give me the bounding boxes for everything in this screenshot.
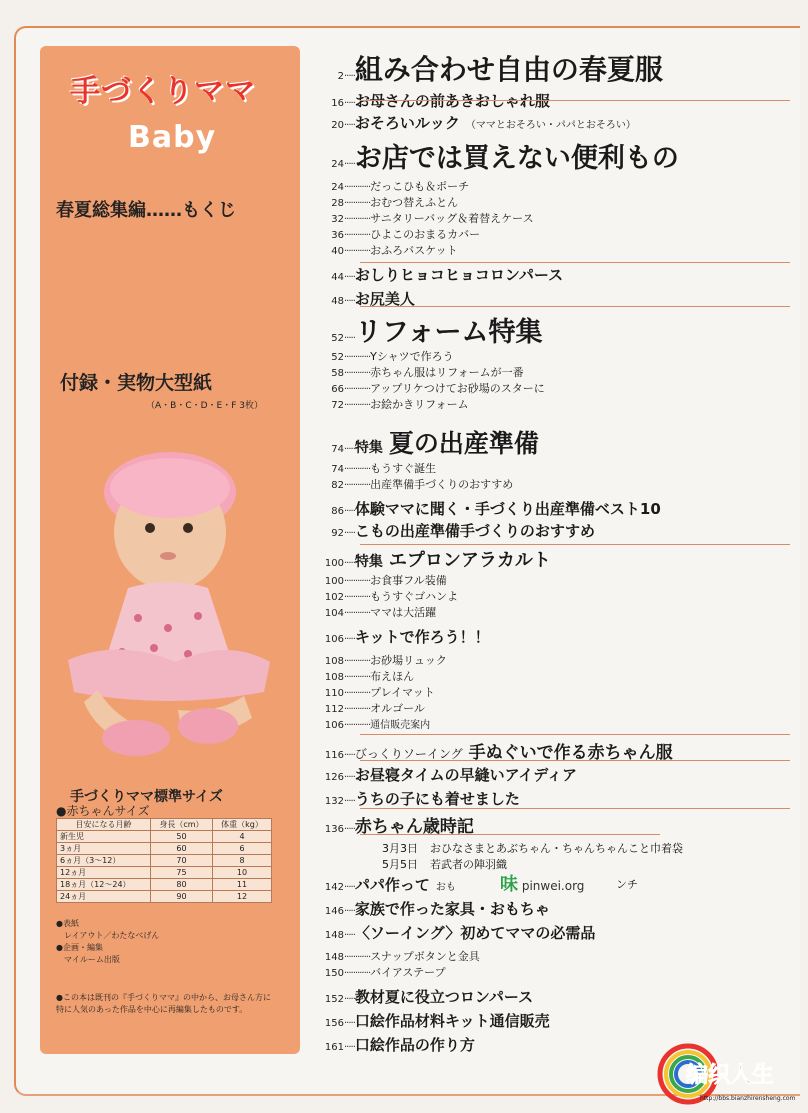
size-header-age: 目安になる月齢 <box>57 819 151 831</box>
watermark-mark: 味 <box>500 874 518 895</box>
toc-entry-prefix: 特集 <box>354 440 383 456</box>
size-table-cell: 80 <box>150 879 212 891</box>
magazine-subtitle: Baby <box>128 120 217 155</box>
toc-leader-dots: ····· <box>344 506 355 517</box>
size-table-cell: 12ヵ月 <box>57 867 151 879</box>
toc-leader-dots: ············ <box>344 688 371 699</box>
toc-leader-dots: ····· <box>344 994 355 1005</box>
toc-entry[interactable] <box>320 396 469 412</box>
toc-leader-dots: ············ <box>344 352 371 363</box>
toc-entry-title: 布えほん <box>370 670 415 683</box>
toc-leader-dots: ····· <box>344 444 355 455</box>
toc-page-number: 108 <box>324 672 344 683</box>
toc-page-number: 110 <box>324 688 344 699</box>
toc-page-number: 74 <box>331 464 344 475</box>
baby-photo <box>58 448 278 768</box>
toc-leader-dots: ············ <box>344 480 371 491</box>
toc-leader-dots: ············ <box>344 704 371 715</box>
magazine-title: 手づくりママ <box>70 74 256 109</box>
saijiki-text: おひなさまとあぶちゃん・ちゃんちゃんこと巾着袋 <box>430 842 683 855</box>
toc-page-number: 82 <box>331 480 344 491</box>
toc-entry-title: スナップボタンと金具 <box>370 950 480 963</box>
toc-entry[interactable] <box>320 546 551 572</box>
toc-leader-dots: ····· <box>344 824 355 835</box>
toc-entry[interactable] <box>320 424 539 460</box>
credit-line: レイアウト／わたなべげん <box>56 931 160 940</box>
toc-entry-title: 組み合わせ自由の春夏服 <box>354 53 663 86</box>
toc-leader-dots: ····· <box>344 882 355 893</box>
toc-entry[interactable] <box>320 652 447 668</box>
toc-page-number: 136 <box>324 824 344 835</box>
toc-page-number: 150 <box>324 968 344 979</box>
toc-page-number: 146 <box>324 906 344 917</box>
toc-leader-dots: ····· <box>344 750 355 761</box>
toc-entry[interactable] <box>320 572 447 588</box>
toc-entry[interactable] <box>320 226 480 242</box>
toc-entry[interactable] <box>320 668 414 684</box>
size-table-cell: 70 <box>150 855 212 867</box>
toc-page-number: 102 <box>324 592 344 603</box>
toc-entry[interactable] <box>320 310 543 349</box>
toc-entry[interactable] <box>320 626 490 647</box>
size-table-cell: 75 <box>150 867 212 879</box>
toc-entry-title: Yシャツで作ろう <box>370 350 454 363</box>
toc-entry-title: お昼寝タイムの早縫いアイディア <box>354 766 578 784</box>
toc-page-number: 92 <box>331 528 344 539</box>
toc-page-number: 148 <box>324 930 344 941</box>
size-table-cell: 6ヵ月（3〜12） <box>57 855 151 867</box>
toc-page-number: 86 <box>331 506 344 517</box>
size-table-cell: 90 <box>150 891 212 903</box>
toc-leader-dots: ············ <box>344 214 371 225</box>
size-table-row <box>57 867 272 879</box>
toc-page-number: 44 <box>331 272 344 283</box>
size-table-cell: 8 <box>212 855 271 867</box>
toc-entry-title: お母さんの前あきおしゃれ服 <box>354 92 550 110</box>
toc-page-number: 16 <box>331 98 344 109</box>
toc-entry[interactable] <box>320 1010 550 1031</box>
toc-leader-dots: ············ <box>344 576 371 587</box>
size-header-weight: 体重（kg） <box>212 819 271 831</box>
toc-entry-title: お絵かきリフォーム <box>370 398 469 411</box>
toc-leader-dots: ············ <box>344 368 371 379</box>
size-table-row <box>57 891 272 903</box>
size-table-cell: 3ヵ月 <box>57 843 151 855</box>
toc-page-number: 20 <box>331 120 344 131</box>
toc-entry-title: おふろバスケット <box>370 244 458 257</box>
watermark-url: pinwei.org <box>521 879 585 893</box>
toc-page-number: 152 <box>324 994 344 1005</box>
toc-heading: 春夏総集編……もくじ <box>56 200 236 221</box>
toc-separator <box>360 808 790 809</box>
toc-leader-dots: ····· <box>344 558 355 569</box>
toc-leader-dots: ············ <box>344 182 371 193</box>
toc-entry-title: サニタリーバッグ＆着替えケース <box>370 212 534 225</box>
toc-entry-note: （ママとおそろい・パパとおそろい） <box>465 120 636 131</box>
size-table-subtitle: ●赤ちゃんサイズ <box>56 804 150 818</box>
toc-entry-title: 赤ちゃん服はリフォームが一番 <box>370 366 524 379</box>
toc-page-number: 156 <box>324 1018 344 1029</box>
site-logo-url: http://bbs.bianzhirensheng.com <box>700 1095 796 1102</box>
size-table <box>56 818 272 903</box>
site-logo-text: 编织人生 <box>686 1063 775 1088</box>
toc-page-number: 108 <box>324 656 344 667</box>
toc-leader-dots: ····· <box>344 333 355 344</box>
site-logo <box>656 1040 796 1106</box>
toc-entry-title: ひよこのおまるカバー <box>370 228 481 241</box>
saijiki-text: 若武者の陣羽織 <box>430 858 507 871</box>
toc-entry[interactable] <box>320 986 533 1007</box>
toc-leader-dots: ····· <box>344 98 355 109</box>
toc-leader-dots: ············ <box>344 384 371 395</box>
toc-page-number: 126 <box>324 772 344 783</box>
size-table-row <box>57 843 272 855</box>
toc-entry[interactable] <box>320 874 456 895</box>
toc-entry-title: 赤ちゃん歳時記 <box>354 817 474 837</box>
toc-page-number: 116 <box>324 750 344 761</box>
toc-entry[interactable] <box>320 964 446 980</box>
size-header-height: 身長（cm） <box>150 819 212 831</box>
size-table-cell: 12 <box>212 891 271 903</box>
toc-entry-title: パパ作って <box>354 876 430 894</box>
toc-entry-title: 出産準備手づくりのおすすめ <box>370 478 514 491</box>
toc-page-number: 40 <box>331 246 344 257</box>
toc-page-number: 148 <box>324 952 344 963</box>
supplement-heading: 付録・実物大型紙 <box>60 372 213 394</box>
toc-entry-title: 〈ソーイング〉初めてママの必需品 <box>354 924 596 942</box>
toc-entry-title: 夏の出産準備 <box>388 429 539 458</box>
size-table-cell: 50 <box>150 831 212 843</box>
toc-separator <box>360 262 790 263</box>
supplement-note: （A・B・C・D・E・F 3枚） <box>146 401 263 411</box>
toc-entry-title: ママは大活躍 <box>370 606 437 619</box>
toc-entry[interactable] <box>320 716 430 731</box>
toc-page-number: 100 <box>324 558 344 569</box>
toc-page-number: 106 <box>324 634 344 645</box>
credit-line: ●企画・編集 <box>56 943 103 952</box>
toc-leader-dots: ····· <box>344 120 355 131</box>
toc-entry-title: 教材夏に役立つロンパース <box>354 988 534 1006</box>
toc-entry-title: お砂場リュック <box>370 654 447 667</box>
toc-page-number: 142 <box>324 882 344 893</box>
toc-entry[interactable] <box>320 604 436 620</box>
toc-page-number: 24 <box>331 182 344 193</box>
toc-page-number: 52 <box>331 333 344 344</box>
toc-entry-title: だっこひも＆ポーチ <box>370 180 470 193</box>
size-table-cell: 6 <box>212 843 271 855</box>
toc-page-number: 24 <box>331 159 344 170</box>
toc-leader-dots: ············ <box>344 968 371 979</box>
edition-note: ●この本は既刊の『手づくりママ』の中から、お母さん方に特に人気のあった作品を中心に再編集したものです。 <box>56 993 271 1014</box>
toc-page-number: 36 <box>331 230 344 241</box>
toc-page-number: 100 <box>324 576 344 587</box>
toc-entry[interactable] <box>320 476 513 492</box>
toc-entry[interactable] <box>320 922 595 943</box>
toc-leader-dots: ············ <box>344 230 371 241</box>
toc-leader-dots: ····· <box>344 1042 355 1053</box>
toc-entry-title: 家族で作った家具・おもちゃ <box>354 900 550 918</box>
toc-leader-dots: ····· <box>344 71 355 82</box>
toc-entry-title: お尻美人 <box>354 290 415 308</box>
size-table-cell: 4 <box>212 831 271 843</box>
toc-leader-dots: ····· <box>344 296 355 307</box>
toc-entry-title: お店では買えない便利もの <box>354 143 679 174</box>
toc-leader-dots: ············ <box>344 608 371 619</box>
toc-page-number: 48 <box>331 296 344 307</box>
toc-leader-dots: ············ <box>344 464 371 475</box>
toc-entry-title: もうすぐゴハンよ <box>370 590 459 603</box>
toc-entry-title: オルゴール <box>370 702 425 715</box>
toc-entry-title: 口絵作品材料キット通信販売 <box>354 1012 550 1030</box>
toc-entry[interactable] <box>320 48 663 88</box>
size-table-title: 手づくりママ標準サイズ <box>70 789 223 805</box>
toc-leader-dots: ····· <box>344 930 355 941</box>
toc-entry[interactable] <box>320 788 520 809</box>
toc-page-number: 132 <box>324 796 344 807</box>
toc-leader-dots: ····· <box>344 272 355 283</box>
size-table-row <box>57 879 272 891</box>
toc-leader-dots: ············ <box>344 656 371 667</box>
toc-page-number: 104 <box>324 608 344 619</box>
size-table-cell: 24ヵ月 <box>57 891 151 903</box>
toc-entry-title: キットで作ろう！！ <box>354 628 490 646</box>
toc-entry[interactable] <box>320 498 661 519</box>
toc-page-number: 2 <box>337 71 344 82</box>
toc-entry-title: バイアステープ <box>370 966 446 979</box>
toc-entry-title: おむつ替えふとん <box>370 196 459 209</box>
size-table-cell: 11 <box>212 879 271 891</box>
toc-entry[interactable] <box>320 264 563 285</box>
toc-page-number: 58 <box>331 368 344 379</box>
toc-page-number: 106 <box>324 720 344 731</box>
toc-entry[interactable] <box>320 136 679 175</box>
toc-entry[interactable] <box>320 520 595 541</box>
size-table-row <box>57 855 272 867</box>
toc-page-number: 74 <box>331 444 344 455</box>
saijiki-entry[interactable] <box>382 840 683 856</box>
watermark <box>500 870 584 896</box>
toc-separator <box>360 306 790 307</box>
toc-entry[interactable] <box>320 700 425 716</box>
toc-entry-title: エプロンアラカルト <box>388 550 551 571</box>
toc-leader-dots: ····· <box>344 1018 355 1029</box>
toc-leader-dots: ············ <box>344 198 371 209</box>
toc-leader-dots: ····· <box>344 772 355 783</box>
toc-entry[interactable] <box>320 764 577 785</box>
credits <box>56 918 159 966</box>
toc-entry[interactable] <box>320 364 524 380</box>
toc-leader-dots: ····· <box>344 528 355 539</box>
toc-entry-title: こもの出産準備手づくりのおすすめ <box>354 522 596 540</box>
toc-page-number: 32 <box>331 214 344 225</box>
toc-entry-title: リフォーム特集 <box>354 317 543 348</box>
size-table-cell: 10 <box>212 867 271 879</box>
toc-separator <box>360 760 790 761</box>
toc-entry-title: おしりヒョコヒョコロンパース <box>354 266 564 284</box>
toc-separator <box>360 100 790 101</box>
toc-entry-title: うちの子にも着せました <box>354 790 520 808</box>
credit-line: ●表紙 <box>56 919 79 928</box>
toc-entry-note: おも <box>435 882 456 893</box>
toc-entry-title: プレイマット <box>370 686 435 699</box>
toc-separator <box>360 544 790 545</box>
size-table-row <box>57 831 272 843</box>
toc-entry[interactable] <box>320 684 435 700</box>
toc-entry[interactable] <box>320 178 469 194</box>
size-table-cell: 新生児 <box>57 831 151 843</box>
toc-leader-dots: ············ <box>344 672 371 683</box>
toc-entry[interactable] <box>320 210 534 226</box>
size-table-cell: 60 <box>150 843 212 855</box>
toc-leader-dots: ····· <box>344 634 355 645</box>
toc-leader-dots: ····· <box>344 159 355 170</box>
toc-entry-prefix: 特集 <box>354 554 383 570</box>
toc-separator <box>360 834 660 835</box>
toc-entry[interactable] <box>320 112 636 133</box>
toc-leader-dots: ············ <box>344 592 371 603</box>
saijiki-date: 5月5日 <box>382 858 418 871</box>
size-table-cell: 18ヵ月（12〜24） <box>57 879 151 891</box>
toc-page-number: 52 <box>331 352 344 363</box>
toc-leader-dots: ····· <box>344 906 355 917</box>
toc-entry[interactable] <box>320 948 480 964</box>
toc-page-number: 66 <box>331 384 344 395</box>
saijiki-date: 3月3日 <box>382 842 418 855</box>
toc-entry-title: おそろいルック <box>354 114 460 132</box>
toc-entry-title: もうすぐ誕生 <box>370 462 437 475</box>
toc-leader-dots: ············ <box>344 720 371 731</box>
toc-page-number: 161 <box>324 1042 344 1053</box>
toc-entry-prefix: びっくりソーイング <box>354 747 463 761</box>
toc-entry-title: 口絵作品の作り方 <box>354 1036 475 1054</box>
credit-line: マイルーム出版 <box>56 955 120 964</box>
toc-page-number: 28 <box>331 198 344 209</box>
toc-leader-dots: ············ <box>344 952 371 963</box>
toc-leader-dots: ····· <box>344 796 355 807</box>
toc-entry[interactable] <box>320 588 458 604</box>
toc-entry-title: 体験ママに聞く・手づくり出産準備ベスト10 <box>354 500 661 518</box>
toc-entry-note-tail: ンチ <box>616 878 638 891</box>
toc-entry[interactable] <box>320 194 458 210</box>
toc-entry[interactable] <box>320 898 550 919</box>
toc-entry-title: 手ぬぐいで作る赤ちゃん服 <box>468 743 673 763</box>
toc-entry[interactable] <box>320 460 436 476</box>
toc-leader-dots: ············ <box>344 400 371 411</box>
toc-entry-title: お食事フル装備 <box>370 574 447 587</box>
toc-separator <box>360 734 790 735</box>
toc-entry-title: アップリケつけてお砂場のスターに <box>370 382 545 395</box>
toc-entry[interactable] <box>320 242 458 258</box>
toc-leader-dots: ············ <box>344 246 371 257</box>
toc-entry[interactable] <box>320 1034 475 1055</box>
toc-page-number: 112 <box>324 704 344 715</box>
toc-entry[interactable] <box>320 380 545 396</box>
toc-entry-title: 通信販売案内 <box>370 720 431 731</box>
toc-entry[interactable] <box>320 348 454 364</box>
toc-page-number: 72 <box>331 400 344 411</box>
saijiki-entry[interactable] <box>382 856 507 872</box>
